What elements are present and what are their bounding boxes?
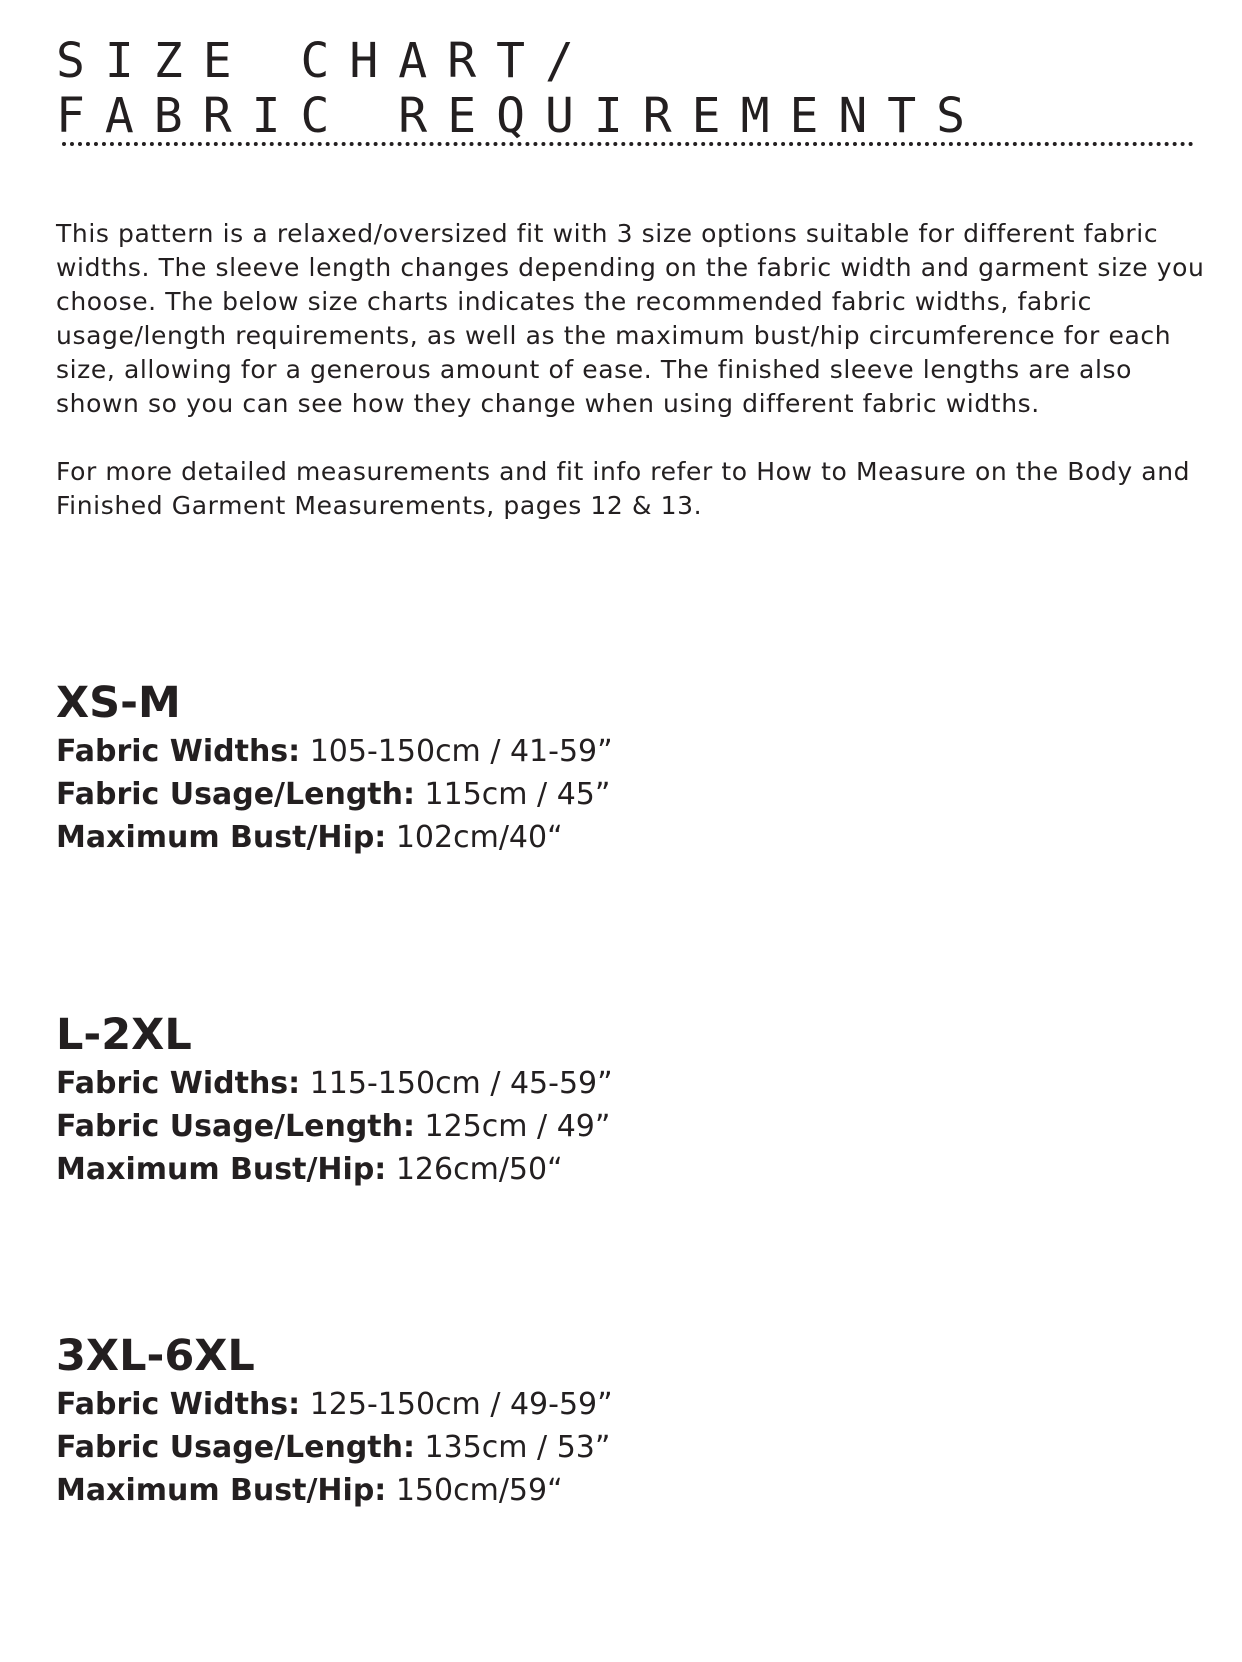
max-bust-hip-row bbox=[56, 1148, 856, 1191]
size-heading: 3XL-6XL bbox=[56, 1331, 255, 1381]
spec-label: Fabric Usage/Length: bbox=[56, 1109, 415, 1144]
fabric-usage-row bbox=[56, 773, 856, 816]
fabric-widths-row bbox=[56, 730, 856, 773]
spec-label: Maximum Bust/Hip: bbox=[56, 1473, 387, 1508]
spec-value: 150cm/59“ bbox=[395, 1473, 563, 1508]
size-heading: L-2XL bbox=[56, 1010, 192, 1060]
fabric-widths-row bbox=[56, 1383, 856, 1426]
size-section-l-2xl bbox=[56, 1010, 856, 1191]
page-title bbox=[56, 34, 1196, 144]
spec-label: Maximum Bust/Hip: bbox=[56, 820, 387, 855]
max-bust-hip-row bbox=[56, 816, 856, 859]
spec-value: 105-150cm / 41-59” bbox=[309, 734, 613, 769]
spec-label: Fabric Widths: bbox=[56, 734, 301, 769]
fabric-widths-row bbox=[56, 1062, 856, 1105]
fabric-usage-row bbox=[56, 1426, 856, 1469]
intro-paragraph-1: This pattern is a relaxed/oversized fit with 3 size options suitable for different fabric widths. The sleeve length changes depending on the fabric width and garment size you choose. The below size charts indicates the recommended fabric widths, fabric usage/length requirements, as well as the maximum bust/hip circumference for each size, allowing for a generous amount of ease. The finished sleeve lengths are also shown so you can see how they change when using different fabric widths. bbox=[56, 219, 1205, 418]
spec-label: Fabric Widths: bbox=[56, 1387, 301, 1422]
title-dotted-divider bbox=[62, 142, 1194, 146]
spec-value: 135cm / 53” bbox=[424, 1430, 611, 1465]
size-section-3xl-6xl bbox=[56, 1331, 856, 1512]
fabric-usage-row bbox=[56, 1105, 856, 1148]
spec-label: Fabric Usage/Length: bbox=[56, 1430, 415, 1465]
spec-value: 115-150cm / 45-59” bbox=[309, 1066, 613, 1101]
spec-value: 125-150cm / 49-59” bbox=[309, 1387, 613, 1422]
page-title-line-1: SIZE CHART/ bbox=[56, 33, 594, 89]
intro-text bbox=[56, 217, 1206, 557]
spec-value: 126cm/50“ bbox=[395, 1152, 563, 1187]
spec-value: 125cm / 49” bbox=[424, 1109, 611, 1144]
size-section-xs-m bbox=[56, 678, 856, 859]
page-title-line-2: FABRIC REQUIREMENTS bbox=[56, 88, 986, 144]
spec-value: 115cm / 45” bbox=[424, 777, 611, 812]
spec-value: 102cm/40“ bbox=[395, 820, 563, 855]
spec-label: Fabric Widths: bbox=[56, 1066, 301, 1101]
intro-paragraph-2: For more detailed measurements and fit info refer to How to Measure on the Body and Finished Garment Measurements, pages 12 & 13. bbox=[56, 457, 1191, 520]
size-heading: XS-M bbox=[56, 678, 181, 728]
max-bust-hip-row bbox=[56, 1469, 856, 1512]
spec-label: Maximum Bust/Hip: bbox=[56, 1152, 387, 1187]
spec-label: Fabric Usage/Length: bbox=[56, 777, 415, 812]
